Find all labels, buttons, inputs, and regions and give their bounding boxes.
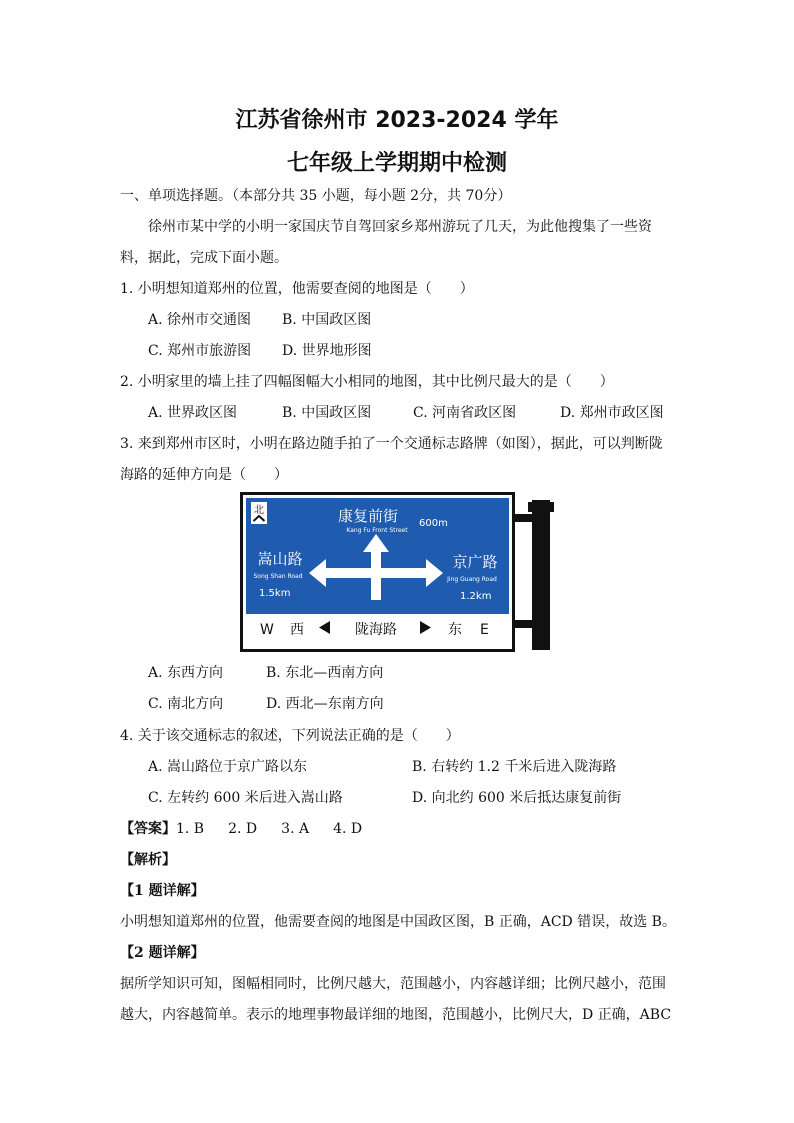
question-1-option-c[interactable]: C. 郑州市旅游图 bbox=[148, 343, 252, 359]
analysis-q1-text: 小明想知道郑州的位置，他需要查阅的地图是中国政区图，B 正确，ACD 错误，故选 B。 bbox=[120, 914, 676, 930]
question-1-option-b[interactable]: B. 中国政区图 bbox=[282, 312, 372, 328]
sign-left-distance: 1.5km bbox=[259, 588, 291, 599]
analysis-q2-line-2: 越大，内容越简单。表示的地理事物最详细的地图，范围越小，比例尺大，D 正确，ABC bbox=[120, 1007, 672, 1023]
section-heading: 一、单项选择题。（本部分共 35 小题，每小题 2分，共 70分） bbox=[120, 188, 512, 204]
sign-bottom-west: 西 bbox=[290, 622, 304, 638]
question-4-option-a[interactable]: A. 嵩山路位于京广路以东 bbox=[148, 759, 308, 775]
horizontal-arrow-shaft bbox=[324, 568, 428, 578]
question-4-option-d[interactable]: D. 向北约 600 米后抵达康复前街 bbox=[412, 790, 622, 806]
analysis-q2-line-1: 据所学知识可知，图幅相同时，比例尺越大，范围越小，内容越详细；比例尺越小，范围 bbox=[120, 976, 666, 992]
question-4-option-b[interactable]: B. 右转约 1.2 千米后进入陇海路 bbox=[412, 759, 617, 775]
traffic-sign-figure bbox=[240, 492, 554, 652]
sign-top-distance: 600m bbox=[419, 518, 448, 529]
question-3-option-b[interactable]: B. 东北—西南方向 bbox=[266, 665, 384, 681]
sign-left-en: Song Shan Road bbox=[253, 573, 303, 580]
question-4-option-c[interactable]: C. 左转约 600 米后进入嵩山路 bbox=[148, 790, 343, 806]
sign-bracket-bottom bbox=[514, 620, 534, 628]
sign-top-en: Kang Fu Front Street bbox=[346, 527, 408, 534]
document-title-line2: 七年级上学期期中检测 bbox=[286, 151, 507, 176]
sign-bottom-east: 东 bbox=[448, 622, 462, 638]
question-3-stem-line-2: 海路的延伸方向是（ ） bbox=[120, 467, 288, 483]
question-4-stem: 4. 关于该交通标志的叙述，下列说法正确的是（ ） bbox=[120, 728, 460, 744]
question-2-option-a[interactable]: A. 世界政区图 bbox=[148, 405, 238, 421]
answer-item-1: 1. B bbox=[176, 821, 205, 837]
question-2-option-d[interactable]: D. 郑州市政区图 bbox=[560, 405, 664, 421]
pole-cap-top bbox=[528, 502, 554, 512]
question-2-option-c[interactable]: C. 河南省政区图 bbox=[413, 405, 517, 421]
answer-item-4: 4. D bbox=[333, 821, 363, 837]
north-label: 北 bbox=[254, 505, 264, 516]
intro-line-1: 徐州市某中学的小明一家国庆节自驾回家乡郑州游玩了几天，为此他搜集了一些资 bbox=[148, 219, 652, 235]
analysis-q2-heading: 【2 题详解】 bbox=[120, 945, 205, 961]
sign-right-cn: 京广路 bbox=[452, 553, 498, 571]
intro-line-2: 料，据此，完成下面小题。 bbox=[120, 250, 288, 266]
sign-bracket-top bbox=[514, 514, 534, 522]
sign-pole bbox=[532, 500, 550, 650]
question-3-option-a[interactable]: A. 东西方向 bbox=[148, 665, 224, 681]
sign-right-en: Jing Guang Road bbox=[447, 576, 497, 583]
question-1-option-a[interactable]: A. 徐州市交通图 bbox=[148, 312, 252, 328]
sign-top-cn: 康复前街 bbox=[337, 507, 399, 525]
document-title-line1: 江苏省徐州市 2023-2024 学年 bbox=[235, 108, 559, 133]
question-3-option-c[interactable]: C. 南北方向 bbox=[148, 696, 224, 712]
answer-row bbox=[120, 819, 362, 839]
answer-label: 【答案】 bbox=[120, 821, 176, 837]
sign-right-distance: 1.2km bbox=[460, 591, 492, 602]
question-2-stem: 2. 小明家里的墙上挂了四幅图幅大小相同的地图，其中比例尺最大的是（ ） bbox=[120, 374, 614, 390]
sign-bottom-w: W bbox=[260, 622, 274, 638]
question-1-option-d[interactable]: D. 世界地形图 bbox=[282, 343, 372, 359]
sign-bottom-road: 陇海路 bbox=[355, 622, 397, 638]
answer-item-2: 2. D bbox=[228, 821, 258, 837]
question-3-stem-line-1: 3. 来到郑州市区时，小明在路边随手拍了一个交通标志路牌（如图），据此，可以判断陇 bbox=[120, 436, 663, 452]
answer-item-3: 3. A bbox=[281, 821, 310, 837]
question-1-stem: 1. 小明想知道郑州的位置，他需要查阅的地图是（ ） bbox=[120, 281, 474, 297]
sign-bottom-e: E bbox=[480, 622, 489, 638]
question-2-option-b[interactable]: B. 中国政区图 bbox=[282, 405, 372, 421]
question-3-option-d[interactable]: D. 西北—东南方向 bbox=[266, 696, 384, 712]
sign-left-cn: 嵩山路 bbox=[257, 550, 303, 568]
analysis-heading: 【解析】 bbox=[120, 852, 176, 868]
analysis-q1-heading: 【1 题详解】 bbox=[120, 883, 205, 899]
